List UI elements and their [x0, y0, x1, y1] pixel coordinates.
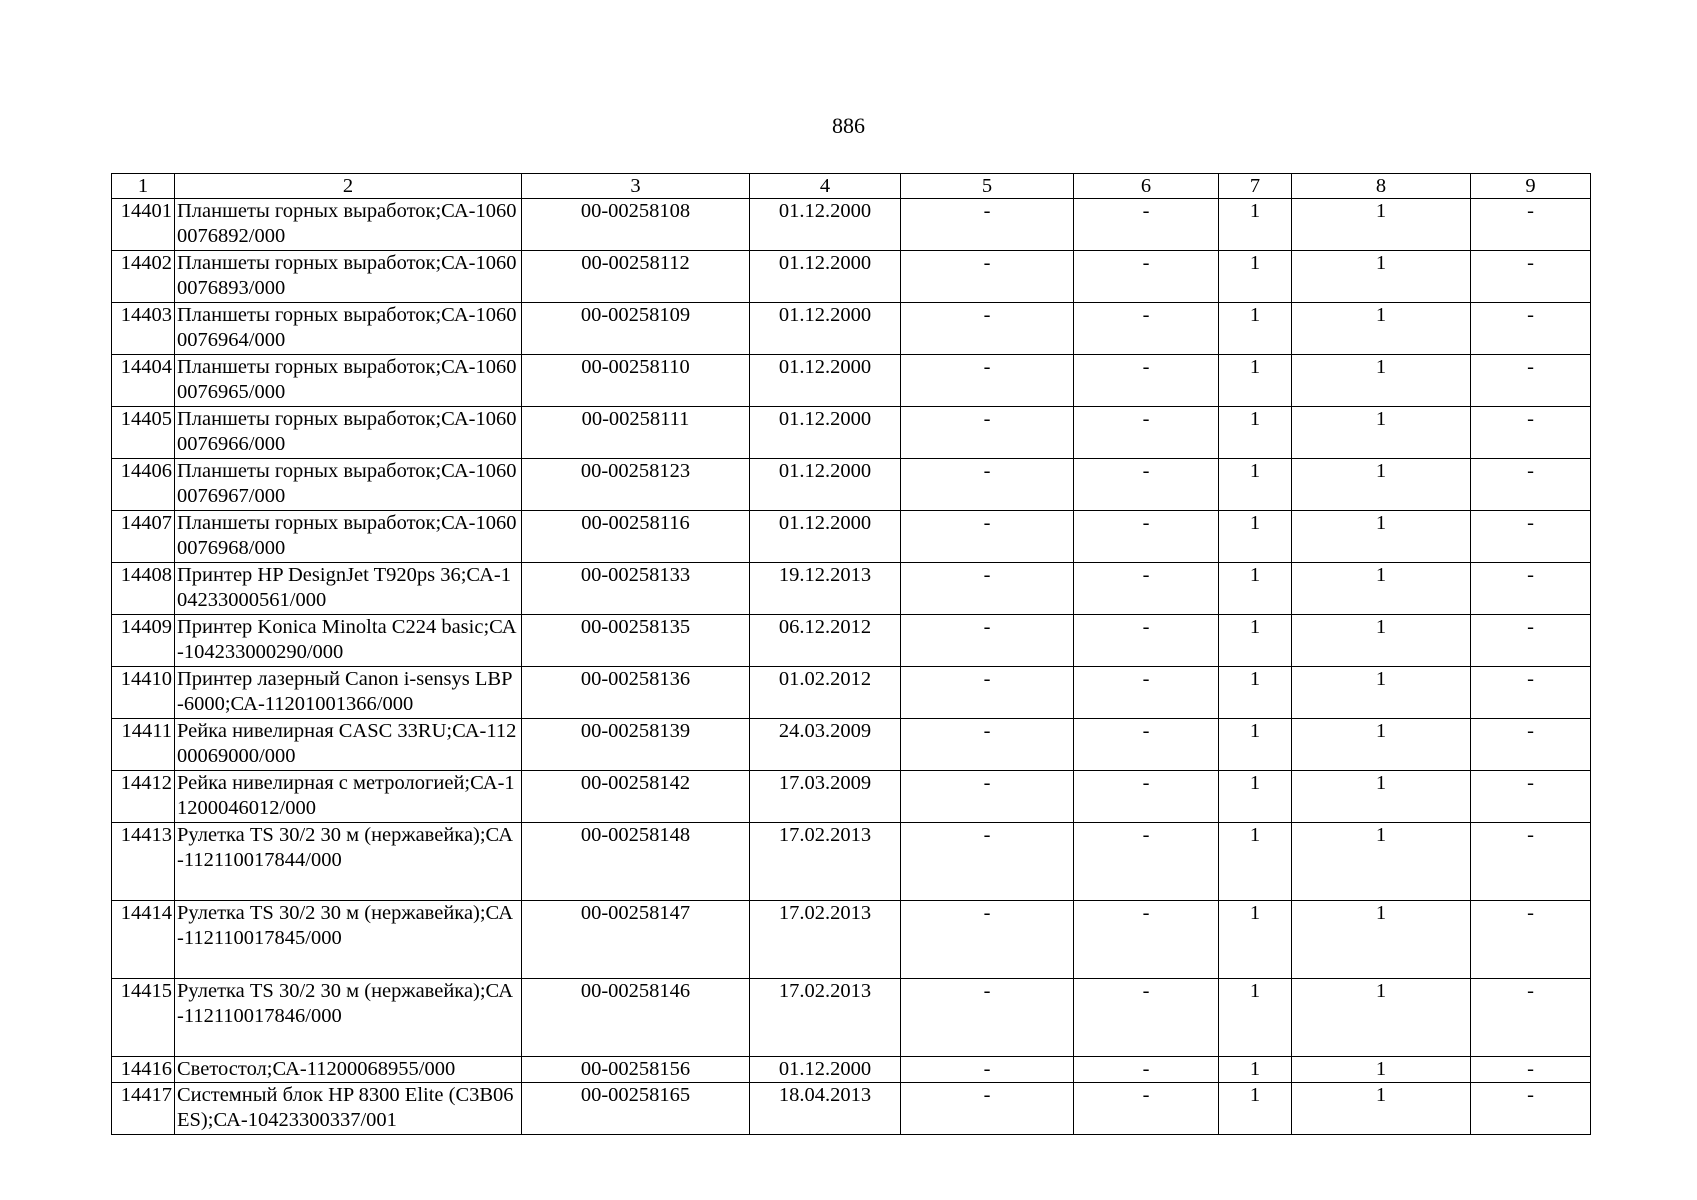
- table-row: [112, 199, 1591, 251]
- item-name: Рулетка TS 30/2 30 м (нержавейка);СА-112110017845/000: [175, 901, 522, 979]
- item-name: Планшеты горных выработок;СА-10600076965/000: [175, 355, 522, 407]
- row-number: 14416: [112, 1057, 175, 1083]
- item-name: Планшеты горных выработок;СА-10600076966/000: [175, 407, 522, 459]
- date: 01.12.2000: [750, 199, 901, 251]
- row-number: 14414: [112, 901, 175, 979]
- col-9-value: -: [1471, 615, 1591, 667]
- col-9-value: -: [1471, 355, 1591, 407]
- row-number: 14402: [112, 251, 175, 303]
- header-col-3: 3: [522, 174, 750, 199]
- col-6-value: -: [1074, 355, 1219, 407]
- item-name: Планшеты горных выработок;СА-10600076893/000: [175, 251, 522, 303]
- col-5-value: -: [901, 979, 1074, 1057]
- col-5-value: -: [901, 667, 1074, 719]
- col-9-value: -: [1471, 251, 1591, 303]
- col-6-value: -: [1074, 303, 1219, 355]
- inventory-code: 00-00258136: [522, 667, 750, 719]
- row-number: 14410: [112, 667, 175, 719]
- inventory-code: 00-00258108: [522, 199, 750, 251]
- col-8-value: 1: [1292, 407, 1471, 459]
- col-9-value: -: [1471, 407, 1591, 459]
- col-6-value: -: [1074, 251, 1219, 303]
- date: 18.04.2013: [750, 1083, 901, 1135]
- inventory-code: 00-00258123: [522, 459, 750, 511]
- date: 24.03.2009: [750, 719, 901, 771]
- col-7-value: 1: [1219, 823, 1292, 901]
- col-8-value: 1: [1292, 355, 1471, 407]
- row-number: 14406: [112, 459, 175, 511]
- table-row: [112, 407, 1591, 459]
- col-8-value: 1: [1292, 1057, 1471, 1083]
- item-name: Принтер HP DesignJet T920ps 36;СА-104233000561/000: [175, 563, 522, 615]
- col-9-value: -: [1471, 563, 1591, 615]
- col-6-value: -: [1074, 511, 1219, 563]
- table-header: [112, 174, 1591, 199]
- col-8-value: 1: [1292, 615, 1471, 667]
- date: 01.02.2012: [750, 667, 901, 719]
- item-name: Планшеты горных выработок;СА-10600076967/000: [175, 459, 522, 511]
- col-9-value: -: [1471, 979, 1591, 1057]
- col-5-value: -: [901, 1083, 1074, 1135]
- date: 01.12.2000: [750, 251, 901, 303]
- col-8-value: 1: [1292, 979, 1471, 1057]
- col-5-value: -: [901, 719, 1074, 771]
- row-number: 14404: [112, 355, 175, 407]
- item-name: Принтер лазерный Canon i-sensys LBP -6000;СА-11201001366/000: [175, 667, 522, 719]
- col-6-value: -: [1074, 823, 1219, 901]
- col-6-value: -: [1074, 667, 1219, 719]
- col-8-value: 1: [1292, 199, 1471, 251]
- item-name: Рейка нивелирная CASC 33RU;СА-11200069000/000: [175, 719, 522, 771]
- row-number: 14408: [112, 563, 175, 615]
- col-9-value: -: [1471, 771, 1591, 823]
- header-col-7: 7: [1219, 174, 1292, 199]
- table-row: [112, 1083, 1591, 1135]
- col-5-value: -: [901, 823, 1074, 901]
- item-name: Планшеты горных выработок;СА-10600076964/000: [175, 303, 522, 355]
- table-row: [112, 615, 1591, 667]
- header-col-2: 2: [175, 174, 522, 199]
- col-9-value: -: [1471, 1057, 1591, 1083]
- col-6-value: -: [1074, 719, 1219, 771]
- col-5-value: -: [901, 615, 1074, 667]
- col-5-value: -: [901, 563, 1074, 615]
- date: 01.12.2000: [750, 511, 901, 563]
- col-5-value: -: [901, 251, 1074, 303]
- col-8-value: 1: [1292, 459, 1471, 511]
- row-number: 14405: [112, 407, 175, 459]
- col-7-value: 1: [1219, 251, 1292, 303]
- col-7-value: 1: [1219, 563, 1292, 615]
- inventory-code: 00-00258139: [522, 719, 750, 771]
- inventory-code: 00-00258146: [522, 979, 750, 1057]
- col-9-value: -: [1471, 459, 1591, 511]
- col-5-value: -: [901, 303, 1074, 355]
- col-5-value: -: [901, 901, 1074, 979]
- col-9-value: -: [1471, 823, 1591, 901]
- row-number: 14403: [112, 303, 175, 355]
- inventory-code: 00-00258111: [522, 407, 750, 459]
- col-6-value: -: [1074, 979, 1219, 1057]
- date: 17.02.2013: [750, 979, 901, 1057]
- table-row: [112, 251, 1591, 303]
- table-row: [112, 823, 1591, 901]
- header-col-6: 6: [1074, 174, 1219, 199]
- col-7-value: 1: [1219, 615, 1292, 667]
- inventory-code: 00-00258110: [522, 355, 750, 407]
- table-row: [112, 563, 1591, 615]
- date: 01.12.2000: [750, 407, 901, 459]
- col-8-value: 1: [1292, 511, 1471, 563]
- table-row: [112, 979, 1591, 1057]
- header-col-8: 8: [1292, 174, 1471, 199]
- col-7-value: 1: [1219, 511, 1292, 563]
- header-col-9: 9: [1471, 174, 1591, 199]
- col-6-value: -: [1074, 771, 1219, 823]
- col-8-value: 1: [1292, 771, 1471, 823]
- col-7-value: 1: [1219, 459, 1292, 511]
- row-number: 14415: [112, 979, 175, 1057]
- col-7-value: 1: [1219, 303, 1292, 355]
- inventory-code: 00-00258165: [522, 1083, 750, 1135]
- col-9-value: -: [1471, 303, 1591, 355]
- col-7-value: 1: [1219, 979, 1292, 1057]
- col-8-value: 1: [1292, 1083, 1471, 1135]
- item-name: Принтер Konica Minolta C224 basic;СА-104233000290/000: [175, 615, 522, 667]
- date: 19.12.2013: [750, 563, 901, 615]
- item-name: Планшеты горных выработок;СА-10600076968/000: [175, 511, 522, 563]
- col-5-value: -: [901, 459, 1074, 511]
- col-6-value: -: [1074, 901, 1219, 979]
- date: 06.12.2012: [750, 615, 901, 667]
- col-9-value: -: [1471, 667, 1591, 719]
- col-7-value: 1: [1219, 1083, 1292, 1135]
- date: 17.03.2009: [750, 771, 901, 823]
- col-6-value: -: [1074, 615, 1219, 667]
- col-6-value: -: [1074, 407, 1219, 459]
- table-body: [112, 199, 1591, 1135]
- inventory-code: 00-00258112: [522, 251, 750, 303]
- item-name: Системный блок HP 8300 Elite (C3B06ES);СА-10423300337/001: [175, 1083, 522, 1135]
- inventory-code: 00-00258109: [522, 303, 750, 355]
- col-8-value: 1: [1292, 823, 1471, 901]
- col-5-value: -: [901, 355, 1074, 407]
- col-8-value: 1: [1292, 563, 1471, 615]
- col-7-value: 1: [1219, 199, 1292, 251]
- col-8-value: 1: [1292, 667, 1471, 719]
- col-6-value: -: [1074, 1057, 1219, 1083]
- table-row: [112, 771, 1591, 823]
- row-number: 14401: [112, 199, 175, 251]
- col-5-value: -: [901, 1057, 1074, 1083]
- inventory-code: 00-00258147: [522, 901, 750, 979]
- col-7-value: 1: [1219, 901, 1292, 979]
- col-9-value: -: [1471, 1083, 1591, 1135]
- table-row: [112, 667, 1591, 719]
- date: 01.12.2000: [750, 459, 901, 511]
- header-col-5: 5: [901, 174, 1074, 199]
- table-row: [112, 511, 1591, 563]
- header-col-1: 1: [112, 174, 175, 199]
- row-number: 14417: [112, 1083, 175, 1135]
- row-number: 14407: [112, 511, 175, 563]
- col-8-value: 1: [1292, 901, 1471, 979]
- row-number: 14413: [112, 823, 175, 901]
- col-7-value: 1: [1219, 355, 1292, 407]
- col-6-value: -: [1074, 563, 1219, 615]
- item-name: Планшеты горных выработок;СА-10600076892/000: [175, 199, 522, 251]
- item-name: Рейка нивелирная с метрологией;СА-11200046012/000: [175, 771, 522, 823]
- col-7-value: 1: [1219, 667, 1292, 719]
- col-5-value: -: [901, 407, 1074, 459]
- col-6-value: -: [1074, 459, 1219, 511]
- col-5-value: -: [901, 199, 1074, 251]
- col-8-value: 1: [1292, 303, 1471, 355]
- col-5-value: -: [901, 771, 1074, 823]
- table-row: [112, 459, 1591, 511]
- item-name: Светостол;СА-11200068955/000: [175, 1057, 522, 1083]
- col-6-value: -: [1074, 1083, 1219, 1135]
- col-9-value: -: [1471, 199, 1591, 251]
- col-8-value: 1: [1292, 251, 1471, 303]
- date: 17.02.2013: [750, 823, 901, 901]
- item-name: Рулетка TS 30/2 30 м (нержавейка);СА-112110017844/000: [175, 823, 522, 901]
- date: 01.12.2000: [750, 303, 901, 355]
- col-9-value: -: [1471, 511, 1591, 563]
- row-number: 14409: [112, 615, 175, 667]
- col-7-value: 1: [1219, 407, 1292, 459]
- inventory-code: 00-00258135: [522, 615, 750, 667]
- header-row: [112, 174, 1591, 199]
- row-number: 14412: [112, 771, 175, 823]
- col-7-value: 1: [1219, 1057, 1292, 1083]
- col-9-value: -: [1471, 719, 1591, 771]
- table-row: [112, 901, 1591, 979]
- col-6-value: -: [1074, 199, 1219, 251]
- col-5-value: -: [901, 511, 1074, 563]
- col-7-value: 1: [1219, 719, 1292, 771]
- col-7-value: 1: [1219, 771, 1292, 823]
- inventory-code: 00-00258148: [522, 823, 750, 901]
- inventory-table: [111, 173, 1591, 1135]
- inventory-code: 00-00258116: [522, 511, 750, 563]
- item-name: Рулетка TS 30/2 30 м (нержавейка);СА-112110017846/000: [175, 979, 522, 1057]
- page-number: 886: [832, 113, 865, 138]
- table-row: [112, 355, 1591, 407]
- header-col-4: 4: [750, 174, 901, 199]
- date: 17.02.2013: [750, 901, 901, 979]
- table-row: [112, 719, 1591, 771]
- date: 01.12.2000: [750, 1057, 901, 1083]
- inventory-code: 00-00258142: [522, 771, 750, 823]
- col-9-value: -: [1471, 901, 1591, 979]
- inventory-code: 00-00258156: [522, 1057, 750, 1083]
- col-8-value: 1: [1292, 719, 1471, 771]
- inventory-code: 00-00258133: [522, 563, 750, 615]
- table-row: [112, 303, 1591, 355]
- table-row: [112, 1057, 1591, 1083]
- date: 01.12.2000: [750, 355, 901, 407]
- row-number: 14411: [112, 719, 175, 771]
